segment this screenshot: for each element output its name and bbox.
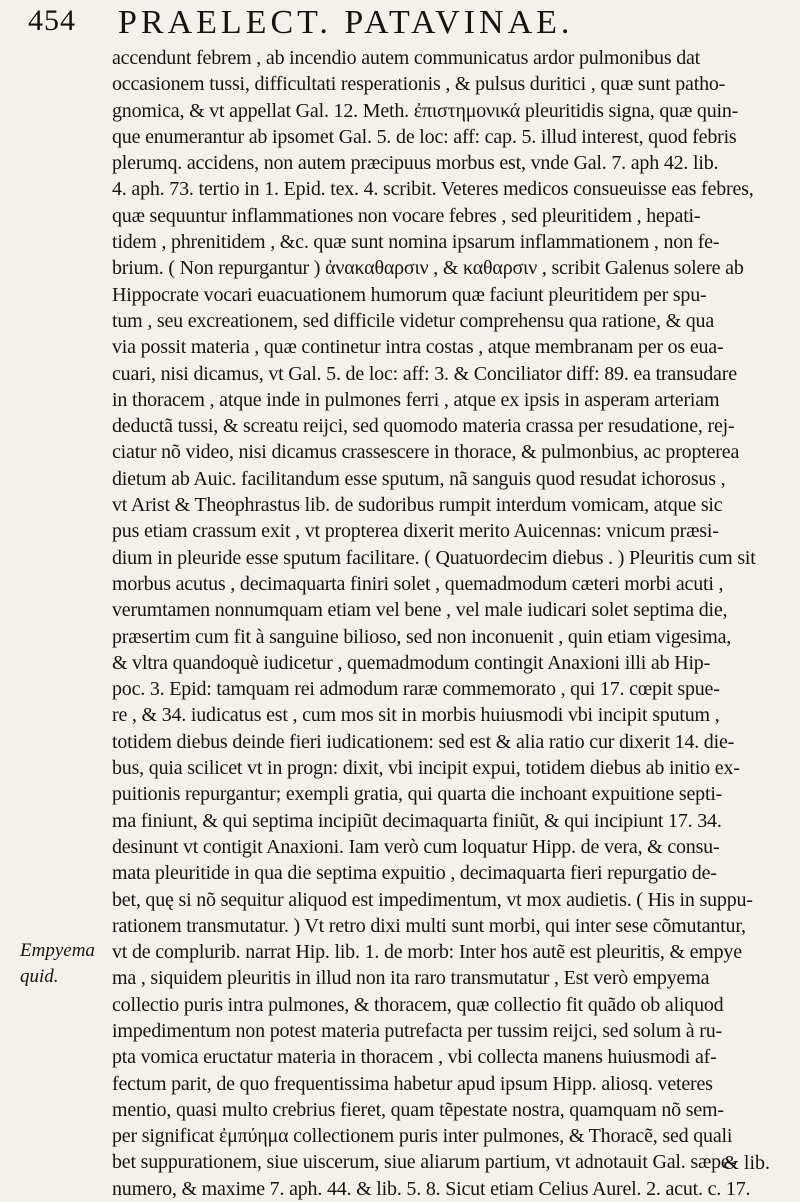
text-line: præsertim cum fit à sanguine bilioso, sed non inconuenit , quin etiam vigesima, — [112, 625, 732, 648]
text-line: morbus acutus , decimaquarta finiri solet , quemadmodum cæteri morbi acuti , — [112, 572, 724, 595]
text-line: per significat ἐμπύημα collectionem puris inter pulmones, & Thoracẽ, sed quali — [112, 1125, 733, 1148]
text-line: tidem , phrenitidem , &c. quæ sunt nomina ipsarum inflammationem , non fe- — [112, 231, 720, 254]
text-line: dium in pleuride esse sputum facilitare. ( Quatuordecim diebus . ) Pleuritis cum sit — [112, 546, 756, 569]
text-line: re , & 34. iudicatus est , cum mos sit in morbis huiusmodi vbi incipit sputum , — [112, 704, 720, 727]
text-line: gnomica, & vt appellat Gal. 12. Meth. ἐπιστημονικά pleuritidis signa, quæ quin- — [112, 99, 739, 122]
running-head: PRAELECT. PATAVINAE. — [118, 4, 574, 41]
text-line: occasionem tussi, difficultati resperationis , & pulsus duritici , quæ sunt patho- — [112, 73, 726, 96]
text-line: poc. 3. Epid: tamquam rei admodum raræ commemorato , qui 17. cœpit spue- — [112, 678, 720, 701]
text-line: bet, quę si nõ sequitur aliquod est impedimentum, vt mox audietis. ( His in suppu- — [112, 888, 753, 911]
page-number: 454 — [28, 4, 76, 37]
text-line: deductã tussi, & screatu reijci, sed quomodo materia crassa per resudatione, rej- — [112, 415, 735, 438]
text-line: totidem diebus deinde fieri iudicationem: sed est & alia ratio cur dixerit 14. die- — [112, 730, 735, 753]
text-line: in thoracem , atque inde in pulmones ferri , atque ex ipsis in asperam arteriam — [112, 388, 720, 411]
text-line: pus etiam crassum exit , vt propterea dixerit merito Auicennas: vnicum præsi- — [112, 520, 719, 543]
text-line: tum , seu excreationem, sed difficile videtur comprehensu qua ratione, & qua — [112, 309, 715, 332]
text-line: que enumerantur ab ipsomet Gal. 5. de loc: aff: cap. 5. illud interest, quod febris — [112, 125, 737, 148]
text-line: mata pleuritide in qua die septima expuitio , decimaquarta fieri repurgatio de- — [112, 862, 717, 885]
text-line: bus, quia scilicet vt in progn: dixit, vbi incipit expui, totidem diebus ab initio ex- — [112, 757, 740, 780]
page-header — [28, 4, 778, 44]
text-line: fectum parit, de quo frequentissima habetur apud ipsum Hipp. aliosq. veteres — [112, 1072, 713, 1095]
text-line: Hippocrate vocari euacuationem humorum quæ faciunt pleuritidem per spu- — [112, 283, 707, 306]
text-line: puitionis repurgantur; exempli gratia, qui quarta die inchoant expuitione septi- — [112, 783, 723, 806]
margin-note-line: Empyema — [20, 940, 95, 961]
text-line: impedimentum non potest materia putrefacta per tussim reijci, sed solum à ru- — [112, 1019, 722, 1042]
text-line: ciatur nõ video, nisi dicamus crassescere in thorace, & pulmonbius, ac propterea — [112, 441, 740, 464]
text-line: accendunt febrem , ab incendio autem communicatus ardor pulmonibus dat — [112, 47, 701, 69]
text-line: vt de complurib. narrat Hip. lib. 1. de morb: Inter hos autẽ est pleuritis, & empye — [112, 941, 742, 964]
body-text — [112, 45, 777, 1202]
text-line: & vltra quandoquè iudicetur , quemadmodum contingit Anaxioni illi ab Hip- — [112, 651, 711, 674]
text-line: ma finiunt, & qui septima incipiũt decimaquarta finiũt, & qui incipiunt 17. 34. — [112, 809, 722, 832]
text-line: via possit materia , quæ continetur intra costas , atque membranam per os eua- — [112, 336, 724, 359]
text-line: 4. aph. 73. tertio in 1. Epid. tex. 4. scribit. Veteres medicos consueuisse eas febres, — [112, 178, 754, 201]
text-line: bet suppurationem, siue uiscerum, siue aliarum partium, vt adnotauit Gal. sæpe- — [112, 1151, 737, 1174]
catchword: & lib. — [723, 1152, 770, 1174]
text-line: collectio puris intra pulmones, & thoracem, quæ collectio fit quãdo ob aliquod — [112, 993, 724, 1016]
text-line: plerumq. accidens, non autem præcipuus morbus est, vnde Gal. 7. aph 42. lib. — [112, 152, 719, 175]
text-line: quæ sequuntur inflammationes non vocare febres , sed pleuritidem , hepati- — [112, 204, 701, 227]
text-line: dietum ab Auic. facilitandum esse sputum, nã sanguis quod resudat ichorosus , — [112, 467, 726, 490]
text-line: ma , siquidem pleuritis in illud non ita raro transmutatur , Est verò empyema — [112, 967, 710, 990]
text-line: numero, & maxime 7. aph. 44. & lib. 5. 8. Sicut etiam Celius Aurel. 2. acut. c. 17. — [112, 1177, 751, 1200]
margin-note — [20, 938, 110, 990]
text-line: mentio, quasi multo crebrius fieret, quam tẽpestate nostra, quamquam nõ sem- — [112, 1098, 724, 1121]
text-line: cuari, nisi dicamus, vt Gal. 5. de loc: aff: 3. & Conciliator diff: 89. ea transudare — [112, 362, 737, 385]
text-line: pta vomica eructatur materia in thoracem , vbi collecta manens huiusmodi af- — [112, 1046, 717, 1069]
margin-note-line: quid. — [20, 966, 59, 987]
text-line: brium. ( Non repurgantur ) ἀνακαθαρσιν , & καθαρσιν , scribit Galenus solere ab — [112, 257, 744, 280]
text-line: rationem transmutatur. ) Vt retro dixi multi sunt morbi, qui inter sese cõmutantur, — [112, 914, 746, 937]
text-line: vt Arist & Theophrastus lib. de sudoribus rumpit interdum vomicam, atque sic — [112, 494, 723, 517]
text-line: verumtamen nonnumquam etiam vel bene , vel male iudicari solet septima die, — [112, 599, 728, 622]
text-line: desinunt vt contigit Anaxioni. Iam verò cum loquatur Hipp. de vera, & consu- — [112, 835, 720, 858]
